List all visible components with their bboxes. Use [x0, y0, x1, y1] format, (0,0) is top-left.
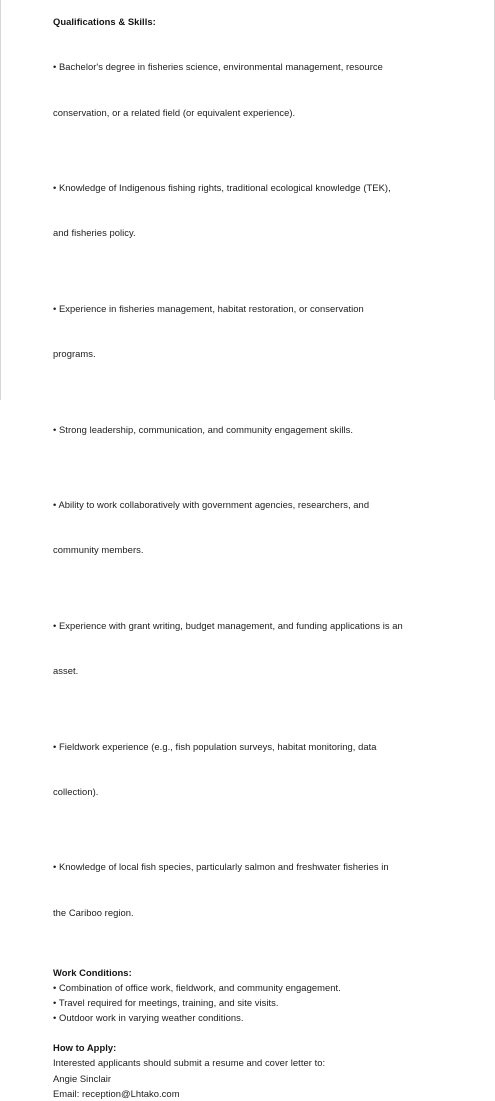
qualification-line: • Knowledge of Indigenous fishing rights, traditional ecological knowledge (TEK),: [53, 182, 391, 194]
qualification-item: [53, 588, 483, 709]
qualification-line: collection).: [53, 785, 99, 797]
how-to-apply-section: [53, 1040, 483, 1100]
work-condition-item: • Combination of office work, fieldwork, and community engagement.: [53, 982, 341, 993]
qualification-item: [53, 150, 483, 271]
qualifications-heading: Qualifications & Skills:: [53, 16, 156, 27]
qualification-item: [53, 391, 483, 466]
qualification-line: asset.: [53, 665, 79, 677]
qualification-line: • Bachelor's degree in fisheries science, environmental management, resource: [53, 61, 383, 73]
qualification-line: programs.: [53, 348, 96, 360]
qualification-line: • Knowledge of local fish species, particularly salmon and freshwater fisheries in: [53, 861, 389, 873]
work-conditions-section: [53, 965, 483, 1025]
qualification-item: [53, 708, 483, 829]
qualification-item: [53, 467, 483, 588]
qualification-line: conservation, or a related field (or equivalent experience).: [53, 106, 296, 118]
qualification-line: • Experience in fisheries management, habitat restoration, or conservation: [53, 302, 364, 314]
qualification-item: [53, 829, 483, 950]
contact-email[interactable]: Email: reception@Lhtako.com: [53, 1087, 180, 1099]
how-to-apply-heading: How to Apply:: [53, 1042, 117, 1054]
document-content: [53, 14, 483, 1101]
apply-instructions: Interested applicants should submit a resume and cover letter to:: [53, 1057, 326, 1069]
qualification-line: • Ability to work collaboratively with government agencies, researchers, and: [53, 499, 370, 510]
work-conditions-heading: Work Conditions:: [53, 966, 132, 978]
section-spacer: [53, 950, 483, 965]
qualification-line: and fisheries policy.: [53, 227, 136, 239]
qualification-line: community members.: [53, 544, 144, 556]
work-condition-item: • Travel required for meetings, training, and site visits.: [53, 997, 279, 1009]
qualification-item: [53, 29, 483, 150]
qualification-line: • Strong leadership, communication, and community engagement skills.: [53, 423, 354, 435]
section-spacer: [53, 1025, 483, 1040]
qualification-item: [53, 271, 483, 392]
work-condition-item: • Outdoor work in varying weather conditions.: [53, 1012, 244, 1024]
qualifications-section: [53, 14, 483, 950]
qualification-line: the Cariboo region.: [53, 906, 134, 918]
qualification-line: • Fieldwork experience (e.g., fish population surveys, habitat monitoring, data: [53, 740, 377, 752]
qualification-line: • Experience with grant writing, budget management, and funding applications is an: [53, 619, 403, 631]
contact-name: Angie Sinclair: [53, 1072, 112, 1084]
